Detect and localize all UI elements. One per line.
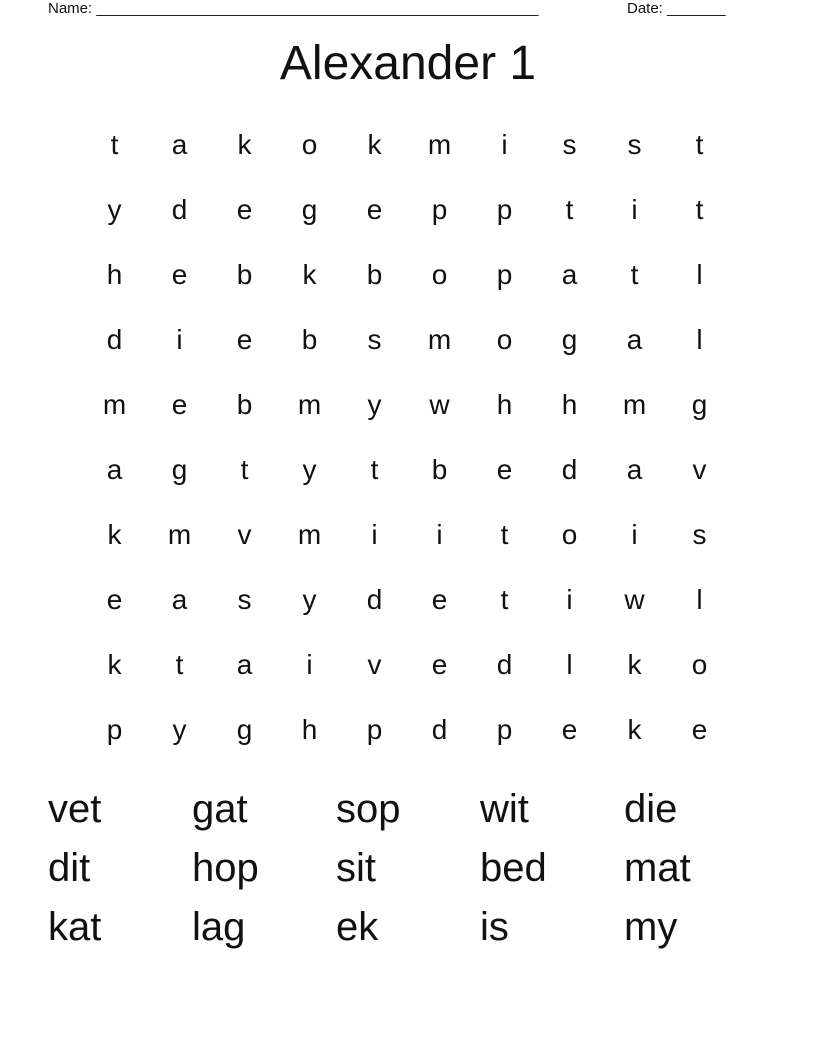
grid-cell: m: [427, 129, 452, 160]
word-item: sit: [336, 846, 376, 890]
grid-cell: k: [627, 649, 642, 680]
page-title: Alexander 1: [279, 37, 537, 90]
grid-cell: t: [175, 649, 184, 680]
grid-cell: h: [561, 389, 578, 420]
word-item: mat: [624, 846, 691, 890]
grid-cell: e: [691, 714, 708, 745]
grid-cell: i: [566, 584, 573, 615]
grid-cell: w: [624, 584, 645, 615]
grid-cell: p: [431, 194, 448, 225]
word-item: gat: [192, 787, 248, 831]
grid-cell: p: [366, 714, 383, 745]
grid-cell: a: [626, 454, 643, 485]
grid-row: [82, 567, 732, 632]
grid-cell: d: [106, 324, 123, 355]
grid-cell: s: [692, 519, 707, 550]
grid-cell: p: [496, 714, 513, 745]
word-item: hop: [192, 846, 259, 890]
grid-cell: b: [431, 454, 448, 485]
grid-cell: m: [427, 324, 452, 355]
grid-cell: s: [367, 324, 382, 355]
grid-cell: e: [171, 389, 188, 420]
grid-cell: h: [106, 259, 123, 290]
grid-cell: o: [691, 649, 708, 680]
grid-cell: o: [431, 259, 448, 290]
grid-cell: e: [106, 584, 123, 615]
grid-cell: k: [237, 129, 252, 160]
grid-cell: i: [501, 129, 508, 160]
grid-row: [82, 437, 732, 502]
grid-cell: y: [172, 714, 187, 745]
grid-row: [82, 372, 732, 437]
grid-cell: i: [631, 194, 638, 225]
date-field[interactable]: Date: _______: [627, 0, 726, 17]
grid-cell: w: [429, 389, 450, 420]
grid-cell: i: [306, 649, 313, 680]
grid-cell: t: [500, 519, 509, 550]
grid-cell: e: [496, 454, 513, 485]
word-list: [48, 780, 768, 957]
grid-cell: o: [301, 129, 318, 160]
grid-cell: t: [500, 584, 509, 615]
grid-cell: t: [695, 194, 704, 225]
header-line: [48, 0, 748, 20]
grid-cell: l: [696, 259, 703, 290]
word-item: is: [480, 905, 509, 949]
grid-row: [82, 632, 732, 697]
word-item: kat: [48, 905, 102, 949]
grid-cell: v: [367, 649, 382, 680]
word-item: ek: [336, 905, 379, 949]
grid-cell: a: [171, 129, 188, 160]
grid-cell: b: [236, 259, 253, 290]
grid-cell: g: [171, 454, 188, 485]
grid-cell: d: [561, 454, 578, 485]
grid-cell: p: [106, 714, 123, 745]
grid-cell: m: [297, 389, 322, 420]
grid-cell: a: [236, 649, 253, 680]
grid-cell: s: [237, 584, 252, 615]
grid-row: [82, 697, 732, 762]
grid-cell: v: [692, 454, 707, 485]
grid-cell: m: [102, 389, 127, 420]
grid-cell: m: [297, 519, 322, 550]
grid-row: [82, 177, 732, 242]
grid-cell: a: [561, 259, 578, 290]
grid-cell: p: [496, 259, 513, 290]
grid-cell: y: [302, 584, 317, 615]
grid-row: [82, 502, 732, 567]
grid-cell: a: [626, 324, 643, 355]
grid-cell: i: [371, 519, 378, 550]
grid-cell: t: [630, 259, 639, 290]
grid-cell: i: [631, 519, 638, 550]
grid-cell: e: [171, 259, 188, 290]
grid-cell: h: [496, 389, 513, 420]
grid-cell: t: [565, 194, 574, 225]
grid-cell: d: [431, 714, 448, 745]
grid-cell: l: [696, 324, 703, 355]
grid-cell: d: [171, 194, 188, 225]
grid-cell: o: [496, 324, 513, 355]
grid-cell: k: [107, 649, 122, 680]
word-item: sop: [336, 787, 401, 831]
grid-cell: l: [566, 649, 573, 680]
grid-cell: t: [110, 129, 119, 160]
grid-cell: m: [622, 389, 647, 420]
grid-cell: k: [302, 259, 317, 290]
grid-cell: e: [236, 324, 253, 355]
grid-cell: g: [301, 194, 318, 225]
grid-cell: a: [171, 584, 188, 615]
word-row: [48, 839, 768, 898]
grid-cell: t: [695, 129, 704, 160]
grid-cell: a: [106, 454, 123, 485]
grid-cell: i: [176, 324, 183, 355]
grid-cell: d: [366, 584, 383, 615]
grid-cell: e: [561, 714, 578, 745]
word-item: wit: [480, 787, 529, 831]
word-row: [48, 898, 768, 957]
grid-cell: g: [236, 714, 253, 745]
grid-cell: y: [302, 454, 317, 485]
grid-cell: o: [561, 519, 578, 550]
grid-cell: y: [107, 194, 122, 225]
grid-cell: b: [301, 324, 318, 355]
grid-cell: t: [240, 454, 249, 485]
grid-cell: s: [627, 129, 642, 160]
grid-cell: k: [627, 714, 642, 745]
word-row: [48, 780, 768, 839]
grid-cell: i: [436, 519, 443, 550]
word-item: dit: [48, 846, 91, 890]
grid-cell: h: [301, 714, 318, 745]
grid-cell: t: [370, 454, 379, 485]
grid-cell: b: [366, 259, 383, 290]
grid-cell: e: [236, 194, 253, 225]
word-item: bed: [480, 846, 547, 890]
grid-cell: l: [696, 584, 703, 615]
grid-cell: d: [496, 649, 513, 680]
grid-cell: e: [431, 584, 448, 615]
grid-cell: k: [367, 129, 382, 160]
word-item: die: [624, 787, 678, 831]
grid-row: [82, 242, 732, 307]
grid-cell: e: [366, 194, 383, 225]
grid-cell: m: [167, 519, 192, 550]
grid-cell: v: [237, 519, 252, 550]
letter-grid: [82, 112, 732, 762]
grid-row: [82, 307, 732, 372]
grid-cell: y: [367, 389, 382, 420]
grid-cell: p: [496, 194, 513, 225]
word-item: my: [624, 905, 678, 949]
grid-cell: s: [562, 129, 577, 160]
grid-row: [82, 112, 732, 177]
word-item: lag: [192, 905, 246, 949]
word-item: vet: [48, 787, 102, 831]
grid-cell: k: [107, 519, 122, 550]
grid-cell: b: [236, 389, 253, 420]
name-field[interactable]: Name: _____________________________________________________: [48, 0, 539, 17]
grid-cell: g: [561, 324, 578, 355]
grid-cell: e: [431, 649, 448, 680]
grid-cell: g: [691, 389, 708, 420]
